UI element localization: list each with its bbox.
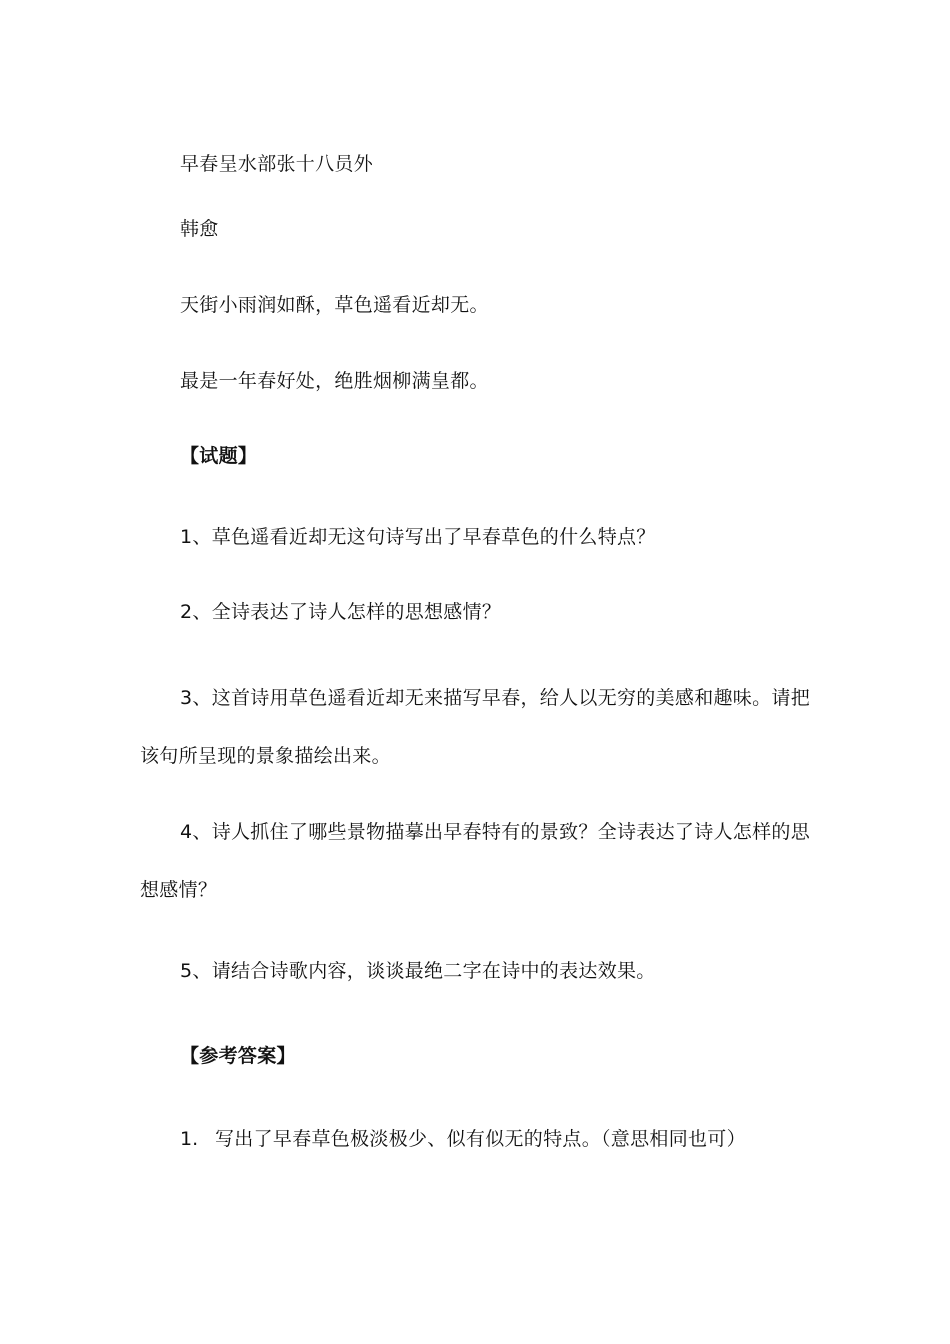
- question-4-line-2: 想感情？: [140, 879, 218, 901]
- question-1: 1、草色遥看近却无这句诗写出了早春草色的什么特点？: [180, 526, 656, 548]
- answer-1-text: 写出了早春草色极淡极少、似有似无的特点。（意思相同也可）: [215, 1128, 746, 1150]
- poem-line-1: 天街小雨润如酥，草色遥看近却无。: [180, 294, 489, 316]
- answer-1-number: 1.: [180, 1128, 199, 1150]
- answers-heading: 【参考答案】: [180, 1045, 296, 1067]
- question-3-line-2: 该句所呈现的景象描绘出来。: [140, 745, 391, 767]
- question-4-line-1: 4、诗人抓住了哪些景物描摹出早春特有的景致？全诗表达了诗人怎样的思: [180, 821, 810, 843]
- question-5: 5、请结合诗歌内容，谈谈最绝二字在诗中的表达效果。: [180, 960, 656, 982]
- poem-title: 早春呈水部张十八员外: [180, 153, 374, 175]
- question-2: 2、全诗表达了诗人怎样的思想感情？: [180, 601, 502, 623]
- poem-line-2: 最是一年春好处，绝胜烟柳满皇都。: [180, 370, 489, 392]
- questions-heading: 【试题】: [180, 445, 258, 467]
- question-3-line-1: 3、这首诗用草色遥看近却无来描写早春，给人以无穷的美感和趣味。请把: [180, 687, 810, 709]
- poem-author: 韩愈: [180, 218, 219, 240]
